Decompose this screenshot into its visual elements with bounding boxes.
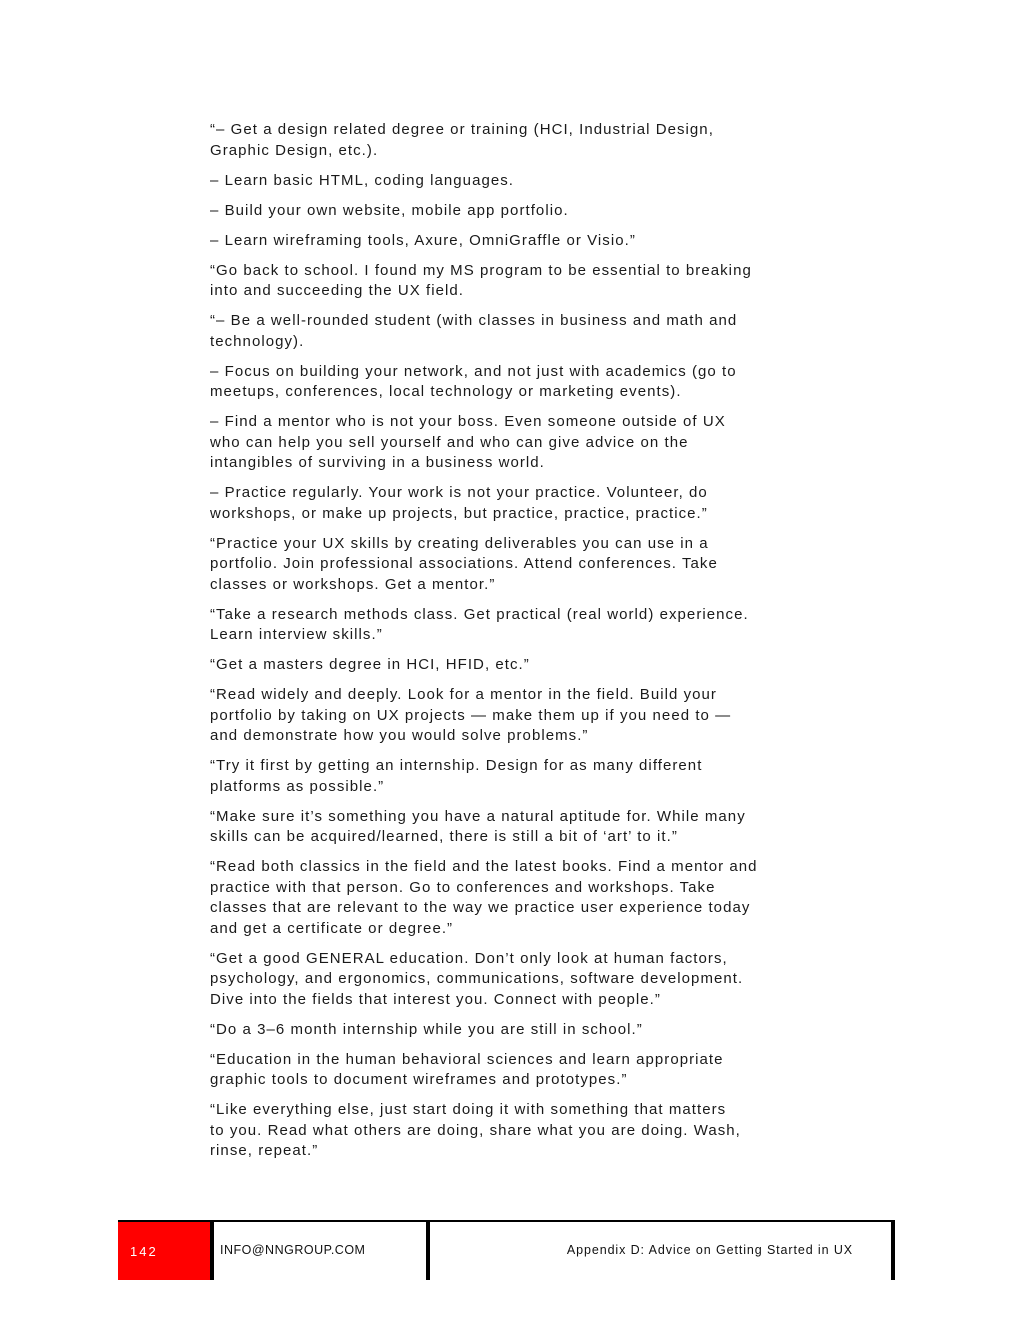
- text-line: “Education in the human behavioral sciences and learn appropriate: [210, 1050, 724, 1068]
- quote-paragraph: [210, 412, 830, 474]
- text-line: classes or workshops. Get a mentor.”: [210, 575, 496, 593]
- text-line: intangibles of surviving in a business world.: [210, 454, 545, 471]
- footer-divider: [210, 1222, 214, 1280]
- quote-paragraph: [210, 605, 830, 646]
- text-line: “Get a masters degree in HCI, HFID, etc.”: [210, 656, 530, 673]
- quote-paragraph: [210, 1020, 830, 1041]
- quote-paragraph: [210, 1100, 830, 1162]
- footer-section-title: Appendix D: Advice on Getting Started in UX: [566, 1243, 853, 1257]
- text-line: “Like everything else, just start doing it with something that matters: [210, 1101, 727, 1118]
- quote-paragraph: [210, 171, 830, 192]
- text-line: “Take a research methods class. Get practical (real world) experience.: [210, 605, 749, 623]
- text-line: Dive into the fields that interest you. Connect with people.”: [210, 990, 661, 1008]
- text-line: portfolio by taking on UX projects — make them up if you need to —: [210, 706, 732, 724]
- text-line: platforms as possible.”: [210, 777, 385, 795]
- quote-paragraph: [210, 483, 830, 524]
- text-line: “Go back to school. I found my MS program to be essential to breaking: [210, 261, 752, 279]
- text-line: practice with that person. Go to conferences and workshops. Take: [210, 878, 716, 896]
- text-line: to you. Read what others are doing, share what you are doing. Wash,: [210, 1121, 741, 1139]
- body-text: [210, 120, 830, 1171]
- text-line: into and succeeding the UX field.: [210, 282, 464, 299]
- quote-paragraph: [210, 655, 830, 676]
- text-line: Learn interview skills.”: [210, 626, 383, 643]
- page-footer: [118, 1220, 895, 1282]
- quote-paragraph: [210, 685, 830, 747]
- text-line: skills can be acquired/learned, there is still a bit of ‘art’ to it.”: [210, 828, 678, 845]
- text-line: portfolio. Join professional associations. Attend conferences. Take: [210, 555, 718, 572]
- footer-email: INFO@NNGROUP.COM: [220, 1243, 366, 1257]
- text-line: psychology, and ergonomics, communications, software development.: [210, 970, 744, 987]
- text-line: “Practice your UX skills by creating deliverables you can use in a: [210, 534, 709, 552]
- text-line: rinse, repeat.”: [210, 1142, 319, 1159]
- text-line: – Practice regularly. Your work is not your practice. Volunteer, do: [210, 484, 708, 501]
- text-line: and demonstrate how you would solve problems.”: [210, 727, 589, 744]
- quote-paragraph: [210, 949, 830, 1011]
- text-line: technology).: [210, 332, 305, 350]
- text-line: – Learn basic HTML, coding languages.: [210, 171, 515, 189]
- quote-paragraph: [210, 857, 830, 939]
- text-line: classes that are relevant to the way we practice user experience today: [210, 899, 751, 916]
- footer-divider: [891, 1222, 895, 1280]
- text-line: “– Be a well-rounded student (with classes in business and math and: [210, 312, 738, 329]
- footer-divider: [426, 1222, 430, 1280]
- text-line: “– Get a design related degree or training (HCI, Industrial Design,: [210, 121, 714, 138]
- quote-paragraph: [210, 201, 830, 222]
- text-line: “Make sure it’s something you have a natural aptitude for. While many: [210, 807, 746, 825]
- quote-paragraph: [210, 261, 830, 302]
- text-line: and get a certificate or degree.”: [210, 919, 454, 937]
- text-line: Graphic Design, etc.).: [210, 141, 379, 159]
- quote-paragraph: [210, 756, 830, 797]
- text-line: who can help you sell yourself and who can give advice on the: [210, 433, 689, 451]
- text-line: “Read both classics in the field and the latest books. Find a mentor and: [210, 858, 758, 875]
- quote-paragraph: [210, 120, 830, 161]
- page-number-box: [118, 1222, 210, 1280]
- quote-paragraph: [210, 231, 830, 252]
- quote-paragraph: [210, 311, 830, 352]
- quote-paragraph: [210, 534, 830, 596]
- text-line: – Focus on building your network, and not just with academics (go to: [210, 362, 737, 380]
- quote-paragraph: [210, 807, 830, 848]
- text-line: – Find a mentor who is not your boss. Even someone outside of UX: [210, 413, 726, 430]
- text-line: – Learn wireframing tools, Axure, OmniGraffle or Visio.”: [210, 231, 636, 249]
- text-line: “Read widely and deeply. Look for a mentor in the field. Build your: [210, 686, 717, 703]
- text-line: workshops, or make up projects, but practice, practice, practice.”: [210, 504, 708, 522]
- text-line: graphic tools to document wireframes and prototypes.”: [210, 1071, 628, 1088]
- page-number: 142: [130, 1244, 158, 1259]
- quote-paragraph: [210, 362, 830, 403]
- text-line: – Build your own website, mobile app portfolio.: [210, 201, 569, 219]
- text-line: “Get a good GENERAL education. Don’t only look at human factors,: [210, 949, 728, 967]
- text-line: meetups, conferences, local technology or marketing events).: [210, 383, 682, 400]
- text-line: “Do a 3–6 month internship while you are still in school.”: [210, 1020, 643, 1038]
- quote-paragraph: [210, 1050, 830, 1091]
- text-line: “Try it first by getting an internship. Design for as many different: [210, 757, 703, 774]
